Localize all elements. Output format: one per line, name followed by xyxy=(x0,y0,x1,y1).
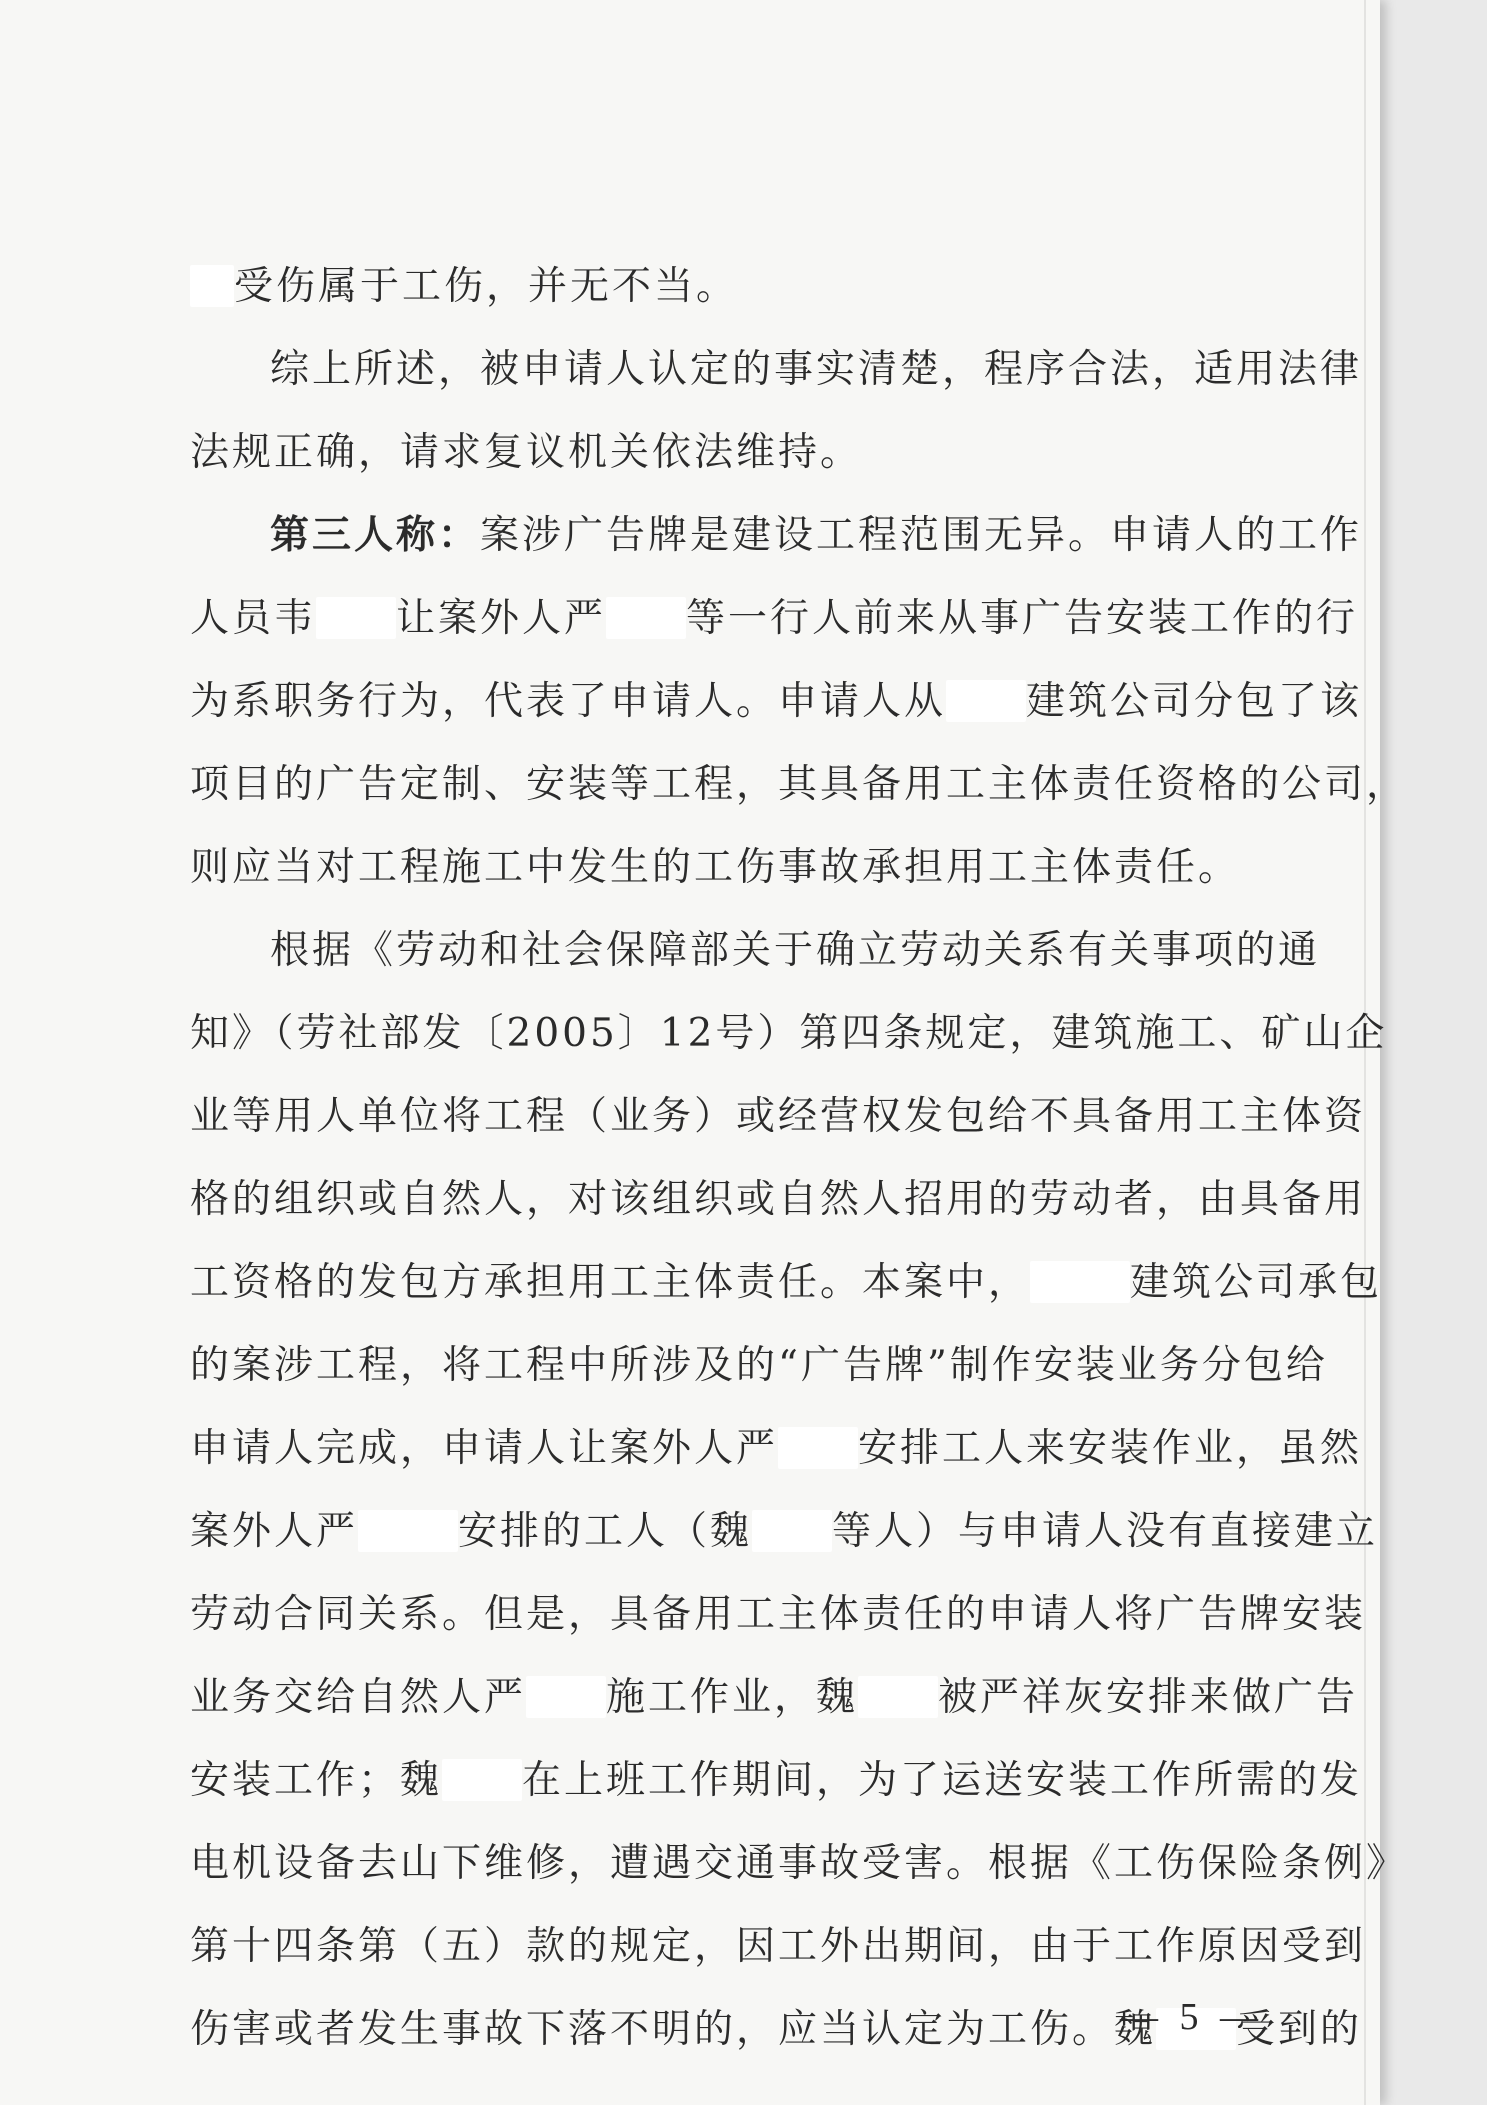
redaction-block xyxy=(606,597,686,639)
text-line: 的案涉工程，将工程中所涉及的“广告牌”制作安装业务分包给 xyxy=(190,1343,1328,1388)
text-line: 工资格的发包方承担用工主体责任。本案中， 建筑公司承包 xyxy=(190,1260,1383,1305)
redaction-block xyxy=(752,1510,832,1552)
text-line: 申请人完成，申请人让案外人严 安排工人来安装作业，虽然 xyxy=(190,1426,1363,1471)
redaction-block xyxy=(358,1510,458,1552)
text-line: 伤害或者发生事故下落不明的，应当认定为工伤。魏 受到的 xyxy=(190,2007,1363,2052)
redaction-block xyxy=(190,265,234,307)
text-line: 则应当对工程施工中发生的工伤事故承担用工主体责任。 xyxy=(190,845,1241,890)
text-line: 电机设备去山下维修，遭遇交通事故受害。根据《工伤保险条例》 xyxy=(190,1841,1409,1886)
text-line: 法规正确，请求复议机关依法维持。 xyxy=(190,430,863,475)
redaction-block xyxy=(1030,1261,1130,1303)
redaction-block xyxy=(858,1676,938,1718)
text-line: 根据《劳动和社会保障部关于确立劳动关系有关事项的通 xyxy=(270,928,1321,973)
text-line: 综上所述，被申请人认定的事实清楚，程序合法，适用法律 xyxy=(270,347,1363,392)
text-line: 为系职务行为，代表了申请人。申请人从 建筑公司分包了该 xyxy=(190,679,1363,724)
text-line: 知》（劳社部发〔2005〕12号）第四条规定，建筑施工、矿山企 xyxy=(190,1011,1388,1056)
text-line: 安装工作；魏 在上班工作期间，为了运送安装工作所需的发 xyxy=(190,1758,1363,1803)
redaction-block xyxy=(946,680,1026,722)
text-line: 格的组织或自然人，对该组织或自然人招用的劳动者，由具备用 xyxy=(190,1177,1367,1222)
text-line: 劳动合同关系。但是，具备用工主体责任的申请人将广告牌安装 xyxy=(190,1592,1367,1637)
text-line: 项目的广告定制、安装等工程，其具备用工主体责任资格的公司， xyxy=(190,762,1409,807)
redaction-block xyxy=(526,1676,606,1718)
redaction-block xyxy=(316,597,396,639)
text-line: 人员韦 让案外人严 等一行人前来从事广告安装工作的行 xyxy=(190,596,1359,641)
redaction-block xyxy=(778,1427,858,1469)
text-line: 第三人称：案涉广告牌是建设工程范围无异。申请人的工作 xyxy=(270,513,1363,558)
section-heading: 第三人称： xyxy=(270,513,481,558)
page-number: — 5 — xyxy=(1120,1996,1264,2038)
text-line: 案外人严 安排的工人（魏 等人）与申请人没有直接建立 xyxy=(190,1509,1379,1554)
text-line: 业等用人单位将工程（业务）或经营权发包给不具备用工主体资 xyxy=(190,1094,1367,1139)
text-line: 第十四条第（五）款的规定，因工外出期间，由于工作原因受到 xyxy=(190,1924,1367,1969)
text-line: 受伤属于工伤，并无不当。 xyxy=(190,245,1300,328)
redaction-block xyxy=(442,1759,522,1801)
text-line: 业务交给自然人严 施工作业，魏 被严祥灰安排来做广告 xyxy=(190,1675,1359,1720)
document-body xyxy=(190,245,1409,2071)
